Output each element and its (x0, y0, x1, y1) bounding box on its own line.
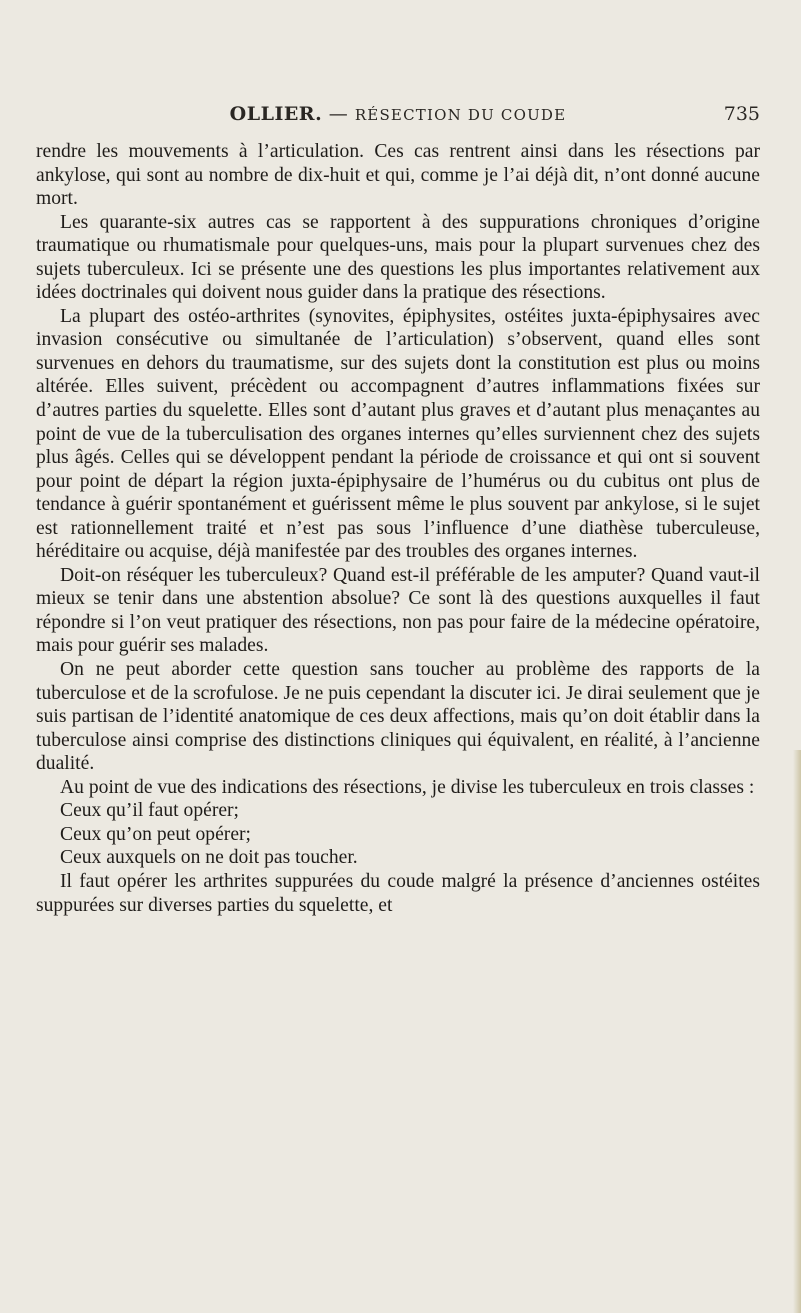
paragraph: Il faut opérer les arthrites suppurées du coude malgré la présence d’anciennes ostéites suppurées sur diverses parties du squelette, et (36, 870, 760, 916)
running-title (36, 103, 760, 125)
body-text (36, 140, 760, 917)
list-item: Ceux auxquels on ne doit pas toucher. (60, 847, 358, 869)
title-separator: — (322, 103, 355, 125)
page-edge-shadow (793, 750, 801, 1313)
paragraph: Doit-on réséquer les tuberculeux? Quand est-il préférable de les amputer? Quand vaut-il mieux se tenir dans une abstention absolue? Ce sont là des questions auxquelles il faut répondre si l’on veut pratiquer des résections, non pas pour faire de la médecine opératoire, mais pour guérir ses malades. (36, 564, 760, 657)
paragraph: rendre les mouvements à l’articulation. Ces cas rentrent ainsi dans les résections par ankylose, qui sont au nombre de dix-huit et qui, comme je l’ai déjà dit, n’ont donné aucune mort. (36, 141, 760, 210)
list-item: Ceux qu’il faut opérer; (60, 800, 240, 822)
paragraph: Les quarante-six autres cas se rapportent à des suppurations chroniques d’origine traumatique ou rhumatismale pour quelques-uns, mais pour la plupart survenues chez des sujets tuberculeux. Ici se présente une des questions les plus importantes relativement aux idées doctrinales qui doivent nous guider dans la pratique des résections. (36, 211, 760, 304)
running-header (36, 103, 760, 133)
chapter-subject: RÉSECTION DU COUDE (354, 106, 567, 124)
author-name: OLLIER. (229, 103, 323, 125)
paragraph: On ne peut aborder cette question sans toucher au problème des rapports de la tuberculose et de la scrofulose. Je ne puis cependant la discuter ici. Je dirai seulement que je suis partisan de l’identité anatomique de ces deux affections, mais qu’on doit établir dans la tuberculose ainsi comprise des distinctions cliniques qui équivalent, en réalité, à l’ancienne dualité. (36, 659, 760, 775)
paragraph: Au point de vue des indications des résections, je divise les tuberculeux en trois classes : (60, 776, 755, 798)
paragraph: La plupart des ostéo-arthrites (synovites, épiphysites, ostéites juxta-épiphysaires avec invasion consécutive ou simultanée de l’articulation) s’observent, quand elles sont survenues en dehors du traumatisme, sur des sujets dont la constitution est plus ou moins altérée. Elles suivent, précèdent ou accompagnent d’autres inflammations fixées sur d’autres parties du squelette. Elles sont d’autant plus graves et d’autant plus menaçantes au point de vue de la tuberculisation des organes internes qu’elles surviennent chez des sujets plus âgés. Celles qui se développent pendant la période de croissance et qui ont si souvent pour point de départ la région juxta-épiphysaire de l’humérus ou du cubitus ont plus de tendance à guérir spontanément et guérissent même le plus souvent par ankylose, si le sujet est rationnellement traité et n’est pas sous l’influence d’une diathèse tuberculeuse, héréditaire ou acquise, déjà manifestée par des troubles des organes internes. (36, 305, 760, 563)
page-number: 735 (723, 103, 760, 125)
list-item: Ceux qu’on peut opérer; (60, 823, 251, 845)
